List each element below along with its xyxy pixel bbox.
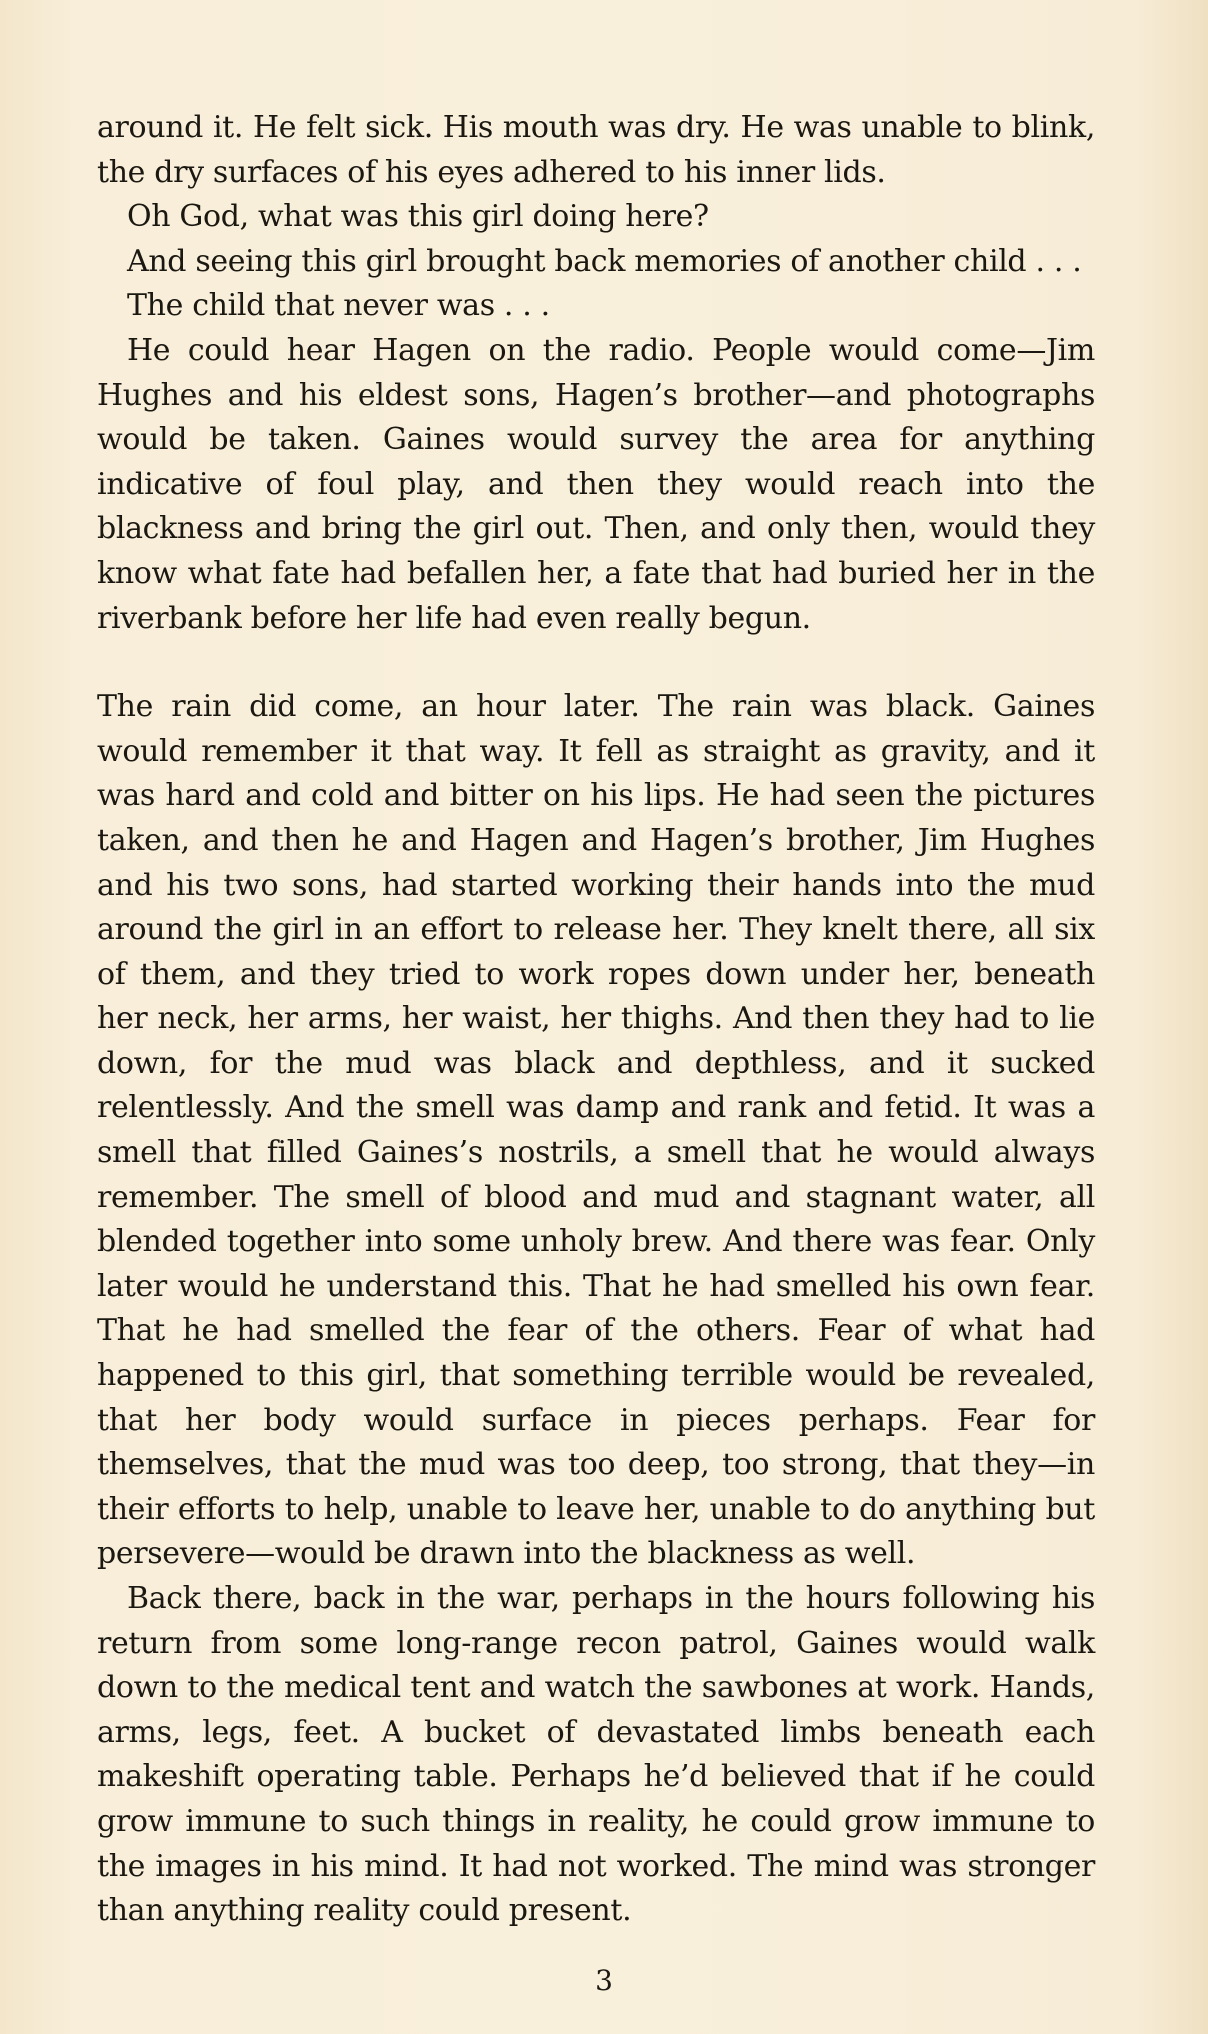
page-number: 3: [595, 1964, 613, 1997]
paragraph-child-never-was: The child that never was . . .: [127, 288, 550, 324]
paragraph-war: Back there, back in the war, perhaps in the hours following his return from some long-range recon patrol, Gaines would walk down to the medical tent and watch the sawbones at work. Hands, arms, legs, feet. A bucket of devastated limbs beneath each makeshift operating table. Perhaps he’d believed that if he could grow immune to such things in reality, he could grow immune to the images in his mind. It had not worked. The mind was stronger than anything reality could present.: [97, 1581, 1095, 1929]
paragraph-continuation: around it. He felt sick. His mouth was dry. He was unable to blink, the dry surfaces of his eyes adhered to his inner lids.: [97, 110, 1095, 190]
paragraph-hagen-radio: He could hear Hagen on the radio. People would come—Jim Hughes and his eldest sons, Hagen’s brother—and photographs would be taken. Gaines would survey the area for anything indicative of foul play, and then they would reach into the blackness and bring the girl out. Then, and only then, would they know what fate had befallen her, a fate that had buried her in the riverbank before her life had even really begun.: [97, 332, 1095, 636]
page-body-text: [97, 106, 1095, 1934]
paragraph-oh-god: Oh God, what was this girl doing here?: [127, 199, 709, 235]
paragraph-memories: And seeing this girl brought back memories of another child . . .: [127, 243, 1082, 279]
paragraph-rain: The rain did come, an hour later. The rain was black. Gaines would remember it that way. It fell as straight as gravity, and it was hard and cold and bitter on his lips. He had seen the pictures taken, and then he and Hagen and Hagen’s brother, Jim Hughes and his two sons, had started working their hands into the mud around the girl in an effort to release her. They knelt there, all six of them, and they tried to work ropes down under her, beneath her neck, her arms, her waist, her thighs. And then they had to lie down, for the mud was black and depthless, and it sucked relentlessly. And the smell was damp and rank and fetid. It was a smell that filled Gaines’s nostrils, a smell that he would always remember. The smell of blood and mud and stagnant water, all blended together into some unholy brew. And there was fear. Only later would he understand this. That he had smelled his own fear. That he had smelled the fear of the others. Fear of what had happened to this girl, that something terrible would be revealed, that her body would surface in pieces perhaps. Fear for themselves, that the mud was too deep, too strong, that they—in their efforts to help, unable to leave her, unable to do anything but persevere—would be drawn into the blackness as well.: [97, 689, 1095, 1572]
section-break: [97, 641, 1095, 685]
